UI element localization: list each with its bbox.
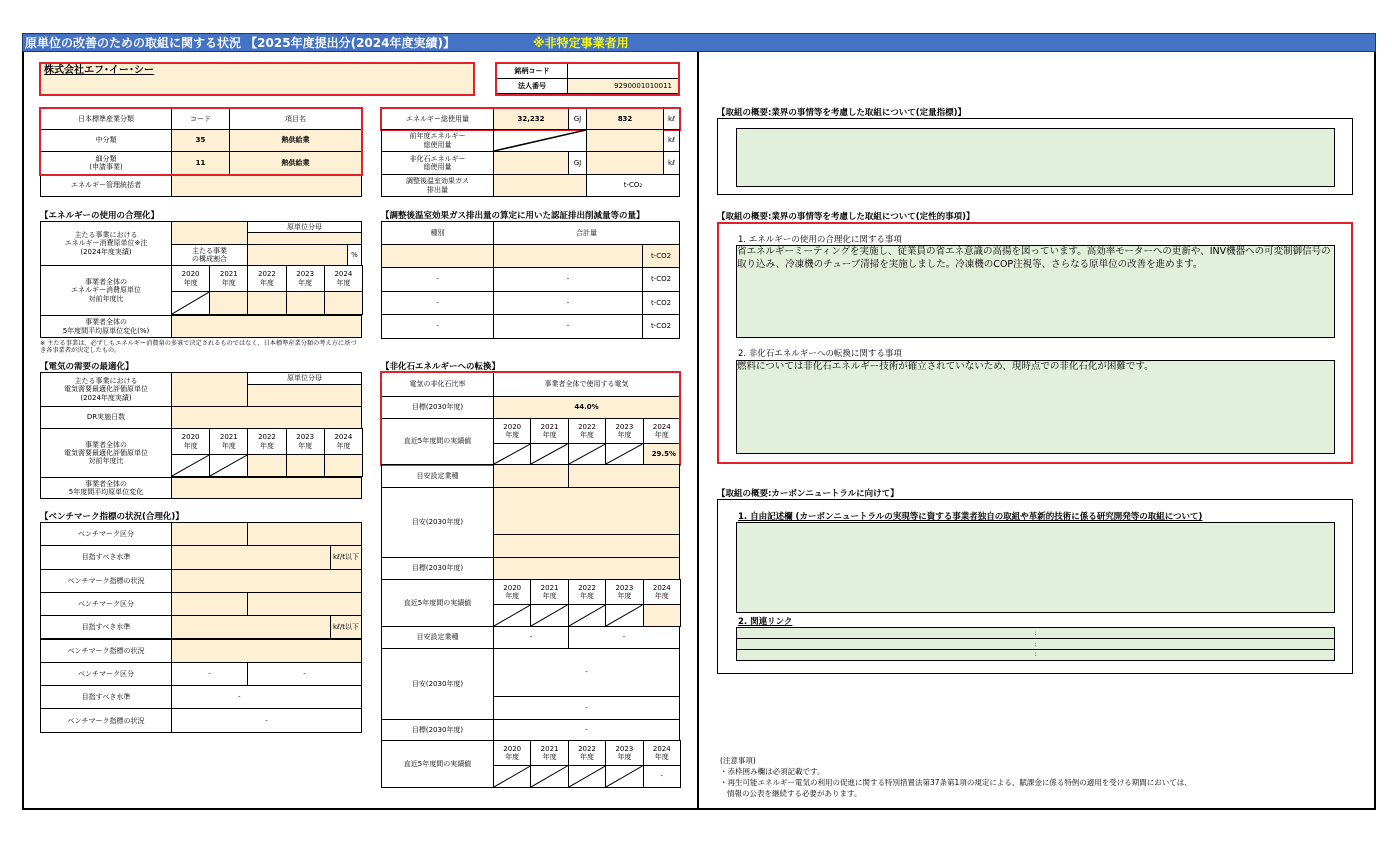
elec-actual-year-header: 2024 年度 <box>643 418 681 444</box>
cn-section-title: 【取組の概要:カーボンニュートラルに向けて】 <box>717 489 899 499</box>
bench-type-label: ベンチマーク区分 <box>40 662 172 686</box>
nonfossil-energy-label: 非化石エネルギー 総使用量 <box>381 151 494 175</box>
credit-total-cell: - <box>493 267 643 292</box>
fuel1-guide-top[interactable] <box>493 487 680 535</box>
unit-gj-2: GJ <box>568 151 587 175</box>
ghg-label: 調整後温室効果ガス 排出量 <box>381 174 494 197</box>
rational-ratio-value[interactable] <box>247 244 348 266</box>
rational-year-value[interactable] <box>324 291 363 315</box>
rational-avg-value[interactable] <box>171 315 362 338</box>
fuel2-actual-year-na <box>568 765 606 788</box>
fuel2-actual-year-header: 2020 年度 <box>493 740 531 766</box>
link-row-3[interactable]: : <box>737 650 1334 660</box>
energy-manager-label: エネルギー管理統括者 <box>40 174 172 197</box>
bench-type-a: - <box>171 662 248 686</box>
unit-kl: kℓ <box>663 108 680 130</box>
rational-avg-label: 事業者全体の 5年度間平均原単位変化(%) <box>40 315 172 338</box>
bench-type-b: - <box>247 662 362 686</box>
demand-denom-value[interactable] <box>247 384 362 407</box>
mid-class-name[interactable]: 熱供給業 <box>229 129 362 152</box>
energy-required-frame <box>380 107 681 131</box>
credit-kind-cell: - <box>381 267 494 292</box>
demand-year-value[interactable] <box>247 454 286 477</box>
rational-ratio-pct: % <box>347 244 362 266</box>
stock-code-label: 銘柄コード <box>496 63 568 79</box>
elec-actual-year-header: 2020 年度 <box>493 418 531 444</box>
bench-type-label: ベンチマーク区分 <box>40 522 172 546</box>
elec-target-label: 目標(2030年度) <box>381 396 494 419</box>
credit-kind-header: 種別 <box>381 221 494 245</box>
corp-no-value[interactable]: 9290001010011 <box>567 78 679 94</box>
demand-year-value[interactable] <box>286 454 325 477</box>
demand-avg-value[interactable] <box>171 477 362 499</box>
credit-unit: t-CO2 <box>642 314 680 339</box>
bench-target-unit: kℓ/t以下 <box>330 615 362 639</box>
rational-overall-label: 事業者全体の エネルギー消費原単位 対前年度比 <box>40 265 172 316</box>
ghg-value[interactable] <box>493 174 587 197</box>
bench-type-b[interactable] <box>247 522 362 546</box>
fuel1-actual-year-value[interactable] <box>643 604 681 627</box>
rational-note: ※ 主たる事業は、必ずしもエネルギー消費量の多寡で決定されるものではなく、日本標準産業分類の考え方に基づき各事業者が決定したもの。 <box>40 340 357 355</box>
unit-kl-2: kℓ <box>663 129 680 152</box>
unit-gj: GJ <box>568 108 587 130</box>
rational-section-title: 【エネルギーの使用の合理化】 <box>40 211 160 221</box>
corp-no-label: 法人番号 <box>496 78 568 94</box>
energy-total-label: エネルギー総使用量 <box>381 108 494 130</box>
links-table <box>736 627 1335 661</box>
fuel2-actual-year-na <box>605 765 643 788</box>
q1-title: 1. エネルギーの使用の合理化に関する事項 <box>738 235 902 245</box>
page-title: 原単位の改善のための取組に関する状況 【2025年度提出分(2024年度実績)】 <box>25 36 455 50</box>
jsic-header: 日本標準産業分類 <box>40 108 172 130</box>
bench-target-label: 目指すべき水準 <box>40 685 172 709</box>
energy-total-kl[interactable]: 832 <box>586 108 664 130</box>
demand-year-header: 2021 年度 <box>209 428 248 455</box>
bench-status-label: ベンチマーク指標の状況 <box>40 639 172 663</box>
demand-main-value[interactable] <box>171 372 248 407</box>
page-title-note: ※非特定事業者用 <box>533 36 629 50</box>
demand-overall-label: 事業者全体の 電気需要最適化評価原単位 対前年度比 <box>40 428 172 478</box>
bench-target-label: 目指すべき水準 <box>40 545 172 569</box>
prev-energy-label: 前年度エネルギー 総使用量 <box>381 129 494 152</box>
nonfossil-energy-gj[interactable] <box>493 151 569 175</box>
credit-total-cell: - <box>493 314 643 339</box>
fuel2-actual-year-header: 2021 年度 <box>530 740 568 766</box>
q2-text: 燃料については非化石エネルギー技術が確立されていないため、現時点での非化石化が困難です。 <box>737 361 1154 372</box>
fuel2-actual-year-na <box>493 765 531 788</box>
demand-year-header: 2023 年度 <box>286 428 325 455</box>
fuel1-industry-label: 目安設定業種 <box>381 464 494 488</box>
rational-year-header: 2023 年度 <box>286 265 325 292</box>
bench-type-label: ベンチマーク区分 <box>40 592 172 616</box>
nonfossil-required-frame <box>380 371 681 466</box>
rational-main-label: 主たる事業における エネルギー消費原単位※注 (2024年度実績) <box>40 221 172 266</box>
rational-year-header: 2021 年度 <box>209 265 248 292</box>
fuel2-actual-year-na <box>530 765 568 788</box>
fuel1-target-label: 目標(2030年度) <box>381 557 494 580</box>
prev-energy-na <box>493 129 587 152</box>
notes-title: (注意事項) <box>720 756 756 765</box>
credit-kind-cell: - <box>381 291 494 315</box>
fuel1-actual-year-header: 2024 年度 <box>643 579 681 605</box>
bench-type-b[interactable] <box>247 592 362 616</box>
credit-total-header: 合計量 <box>493 221 680 245</box>
nonfossil-energy-kl[interactable] <box>586 151 664 175</box>
energy-total-gj[interactable]: 32,232 <box>493 108 569 130</box>
rational-year-header: 2024 年度 <box>324 265 363 292</box>
fuel2-actual-year-header: 2022 年度 <box>568 740 606 766</box>
code-header: コード <box>171 108 230 130</box>
fuel2-actual-year-header: 2024 年度 <box>643 740 681 766</box>
bench-target-value[interactable] <box>171 615 331 639</box>
bench-status-label: ベンチマーク指標の状況 <box>40 708 172 732</box>
ghg-unit: t-CO₂ <box>586 174 680 197</box>
demand-avg-label: 事業者全体の 5年度間平均原単位変化 <box>40 477 172 499</box>
fuel2-industry-label: 目安設定業種 <box>381 626 494 649</box>
fuel2-target-label: 目標(2030年度) <box>381 719 494 741</box>
credit-kind-cell[interactable] <box>381 244 494 268</box>
mid-class-code[interactable]: 35 <box>171 129 230 152</box>
dr-days-value[interactable] <box>171 406 362 429</box>
note-1: ・赤枠囲み欄は必須記載です。 <box>720 767 825 776</box>
demand-year-na <box>209 454 248 477</box>
rational-year-value[interactable] <box>209 291 248 315</box>
link-row-1[interactable]: : <box>737 628 1334 639</box>
item-header: 項目名 <box>229 108 362 130</box>
demand-year-header: 2020 年度 <box>171 428 210 455</box>
cn1-title: 1. 自由記述欄 (カーボンニュートラルの実現等に資する事業者独自の取組や革新的技術に係る研究開発等の取組について) <box>738 512 1203 522</box>
demand-year-header: 2022 年度 <box>247 428 286 455</box>
demand-section-title: 【電気の需要の最適化】 <box>40 362 134 372</box>
elec-actual-year-header: 2023 年度 <box>605 418 643 444</box>
bench-type-a[interactable] <box>171 592 248 616</box>
fuel1-actual-year-na <box>605 604 643 627</box>
fuel1-actual-year-header: 2021 年度 <box>530 579 568 605</box>
cn2-title: 2. 関連リンク <box>738 617 793 627</box>
demand-year-header: 2024 年度 <box>324 428 363 455</box>
elec-actual-label: 直近5年度間の実績値 <box>381 418 494 465</box>
fuel2-actual-label: 直近5年度間の実績値 <box>381 740 494 788</box>
rational-denom-label: 原単位分母 <box>247 221 362 233</box>
elec-actual-year-value[interactable]: 29.5% <box>643 443 681 465</box>
fuel1-actual-label: 直近5年度間の実績値 <box>381 579 494 627</box>
bench-status-value[interactable] <box>171 569 362 593</box>
prev-energy-kl[interactable] <box>586 129 664 152</box>
credit-section-title: 【調整後温室効果ガス排出量の算定に用いた認証排出削減量等の量】 <box>381 211 645 221</box>
note-3: 情報の公表を継続する必要があります。 <box>727 789 862 798</box>
fuel1-actual-year-header: 2022 年度 <box>568 579 606 605</box>
fuel2-industry-a: - <box>493 626 569 649</box>
fuel1-actual-year-header: 2023 年度 <box>605 579 643 605</box>
rational-year-value[interactable] <box>286 291 325 315</box>
rational-year-header: 2020 年度 <box>171 265 210 292</box>
fuel1-actual-year-na <box>568 604 606 627</box>
industry-required-frame <box>39 107 363 176</box>
bench-status-value[interactable] <box>171 639 362 663</box>
fuel1-actual-year-na <box>493 604 531 627</box>
fuel2-guide-label: 目安(2030年度) <box>381 648 494 720</box>
q2-text-area[interactable] <box>736 360 1335 454</box>
fuel2-actual-year-value: - <box>643 765 681 788</box>
rational-year-header: 2022 年度 <box>247 265 286 292</box>
bench-type-a[interactable] <box>171 522 248 546</box>
rational-main-value[interactable] <box>171 221 248 245</box>
elec-target-value[interactable]: 44.0% <box>493 396 680 419</box>
demand-denom-label: 原単位分母 <box>247 372 362 385</box>
bench-status-label: ベンチマーク指標の状況 <box>40 569 172 593</box>
fuel2-actual-year-header: 2023 年度 <box>605 740 643 766</box>
codes-required-frame <box>495 62 680 96</box>
bench-target-label: 目指すべき水準 <box>40 615 172 639</box>
bench-target-unit: kℓ/t以下 <box>330 545 362 569</box>
credit-unit: t-CO2 <box>642 244 680 268</box>
rational-year-value[interactable] <box>247 291 286 315</box>
quant-section-title: 【取組の概要:業界の事情等を考慮した取組について(定量指標)】 <box>717 108 967 118</box>
q1-text: 省エネルギーミーティングを実施し、従業員の省エネ意識の高揚を図っています。高効率モーターへの更新や、INV機器への可変制御信号の取り込み、冷凍機のチューブ清掃を実施しました。冷凍機のCOP注視等、さらなる原単位の改善を進めます。 <box>737 246 1331 270</box>
credit-total-cell[interactable] <box>493 244 643 268</box>
fuel1-industry-a[interactable] <box>493 464 569 488</box>
unit-kl-3: kℓ <box>663 151 680 175</box>
quant-text-area[interactable] <box>736 128 1335 187</box>
elec-scope-label: 事業者全体で使用する電気 <box>493 372 680 397</box>
qual-section-title: 【取組の概要:業界の事情等を考慮した取組について(定性的事項)】 <box>717 212 975 222</box>
credit-total-cell: - <box>493 291 643 315</box>
credit-unit: t-CO2 <box>642 291 680 315</box>
fuel1-guide-bottom[interactable] <box>493 534 680 558</box>
company-required-frame <box>39 62 475 96</box>
demand-year-value[interactable] <box>324 454 363 477</box>
fuel1-actual-year-na <box>530 604 568 627</box>
nonfossil-section-title: 【非化石エネルギーへの転換】 <box>381 362 501 372</box>
demand-year-na <box>171 454 210 477</box>
credit-kind-cell: - <box>381 314 494 339</box>
elec-actual-year-header: 2021 年度 <box>530 418 568 444</box>
fuel2-guide-top: - <box>493 648 680 697</box>
energy-manager-value[interactable] <box>171 174 362 197</box>
demand-main-label: 主たる事業における 電気需要最適化評価原単位 (2024年度実績) <box>40 372 172 407</box>
bench-status-value: - <box>171 708 362 732</box>
elec-actual-year-header: 2022 年度 <box>568 418 606 444</box>
credit-unit: t-CO2 <box>642 267 680 292</box>
rational-ratio-label: 主たる事業 の構成割合 <box>171 244 248 266</box>
sub-class-name[interactable]: 熱供給業 <box>229 151 362 175</box>
link-row-2[interactable]: : <box>737 639 1334 650</box>
bench-section-title: 【ベンチマーク指標の状況(合理化)】 <box>40 512 184 522</box>
elec-ratio-label: 電気の非化石比率 <box>381 372 494 397</box>
note-2: ・再生可能エネルギー電気の利用の促進に関する特別措置法第37条第1項の規定による、賦課金に係る特例の適用を受ける期間においては、 <box>720 778 1192 787</box>
sub-class-code[interactable]: 11 <box>171 151 230 175</box>
sub-class-label: 細分類 (申請事業) <box>40 151 172 175</box>
fuel1-actual-year-header: 2020 年度 <box>493 579 531 605</box>
bench-target-value: - <box>171 685 362 709</box>
q2-title: 2. 非化石エネルギーへの転換に関する事項 <box>738 349 902 359</box>
mid-class-label: 中分類 <box>40 129 172 152</box>
fuel1-target-value[interactable] <box>493 557 680 580</box>
fuel2-guide-bottom: - <box>493 696 680 720</box>
bench-target-value[interactable] <box>171 545 331 569</box>
dr-days-label: DR実施日数 <box>40 406 172 429</box>
rational-year-na <box>171 291 210 315</box>
fuel1-guide-label: 目安(2030年度) <box>381 487 494 558</box>
company-name: 株式会社エフ･イー･シー <box>44 65 154 76</box>
fuel1-industry-b[interactable] <box>568 464 680 488</box>
fuel2-industry-b: - <box>568 626 680 649</box>
fuel2-target-value: - <box>493 719 680 741</box>
cn1-text-area[interactable] <box>736 522 1335 613</box>
